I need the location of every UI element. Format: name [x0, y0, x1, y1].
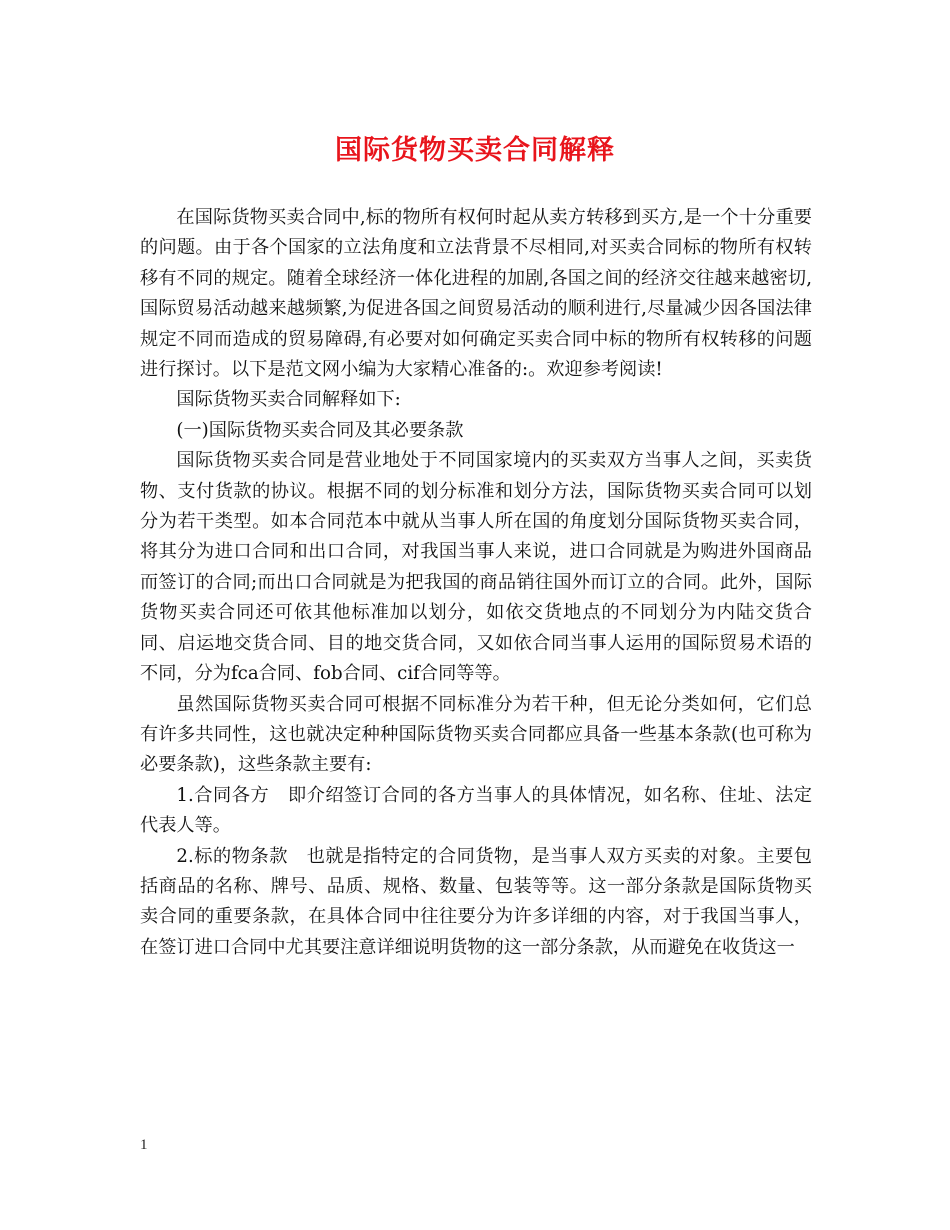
paragraph-definition: 国际货物买卖合同是营业地处于不同国家境内的买卖双方当事人之间，买卖货物、支付货款的协议。根据不同的划分标准和划分方法，国际货物买卖合同可以划分为若干类型。如本合同范本中就从当事人所在国的角度划分国际货物买卖合同，将其分为进口合同和出口合同，对我国当事人来说，进口合同就是为购进外国商品而签订的合同;而出口合同就是为把我国的商品销往国外而订立的合同。此外，国际货物买卖合同还可依其他标准加以划分，如依交货地点的不同划分为内陆交货合同、启运地交货合同、目的地交货合同，又如依合同当事人运用的国际贸易术语的不同，分为fca合同、fob合同、cif合同等等。	[140, 450, 812, 685]
clause-parties: 1.合同各方 即介绍签订合同的各方当事人的具体情况，如名称、住址、法定代表人等。	[140, 784, 812, 837]
document-body	[140, 203, 812, 963]
section-heading: (一)国际货物买卖合同及其必要条款	[176, 419, 464, 441]
document-title: 国际货物买卖合同解释	[335, 135, 615, 166]
paragraph-lead: 国际货物买卖合同解释如下:	[176, 389, 401, 411]
paragraph-common-terms: 虽然国际货物买卖合同可根据不同标准分为若干种，但无论分类如何，它们总有许多共同性，这也就决定种种国际货物买卖合同都应具备一些基本条款(也可称为必要条款)，这些条款主要有:	[140, 693, 812, 776]
clause-subject-matter: 2.标的物条款 也就是指特定的合同货物，是当事人双方买卖的对象。主要包括商品的名称、牌号、品质、规格、数量、包装等等。这一部分条款是国际货物买卖合同的重要条款，在具体合同中往往要分为许多详细的内容，对于我国当事人，在签订进口合同中尤其要注意详细说明货物的这一部分条款，从而避免在收货这一	[140, 845, 812, 958]
page-number: 1	[140, 1137, 148, 1153]
paragraph-intro: 在国际货物买卖合同中,标的物所有权何时起从卖方转移到买方,是一个十分重要的问题。由于各个国家的立法角度和立法背景不尽相同,对买卖合同标的物所有权转移有不同的规定。随着全球经济一体化进程的加剧,各国之间的经济交往越来越密切,国际贸易活动越来越频繁,为促进各国之间贸易活动的顺利进行,尽量减少因各国法律规定不同而造成的贸易障碍,有必要对如何确定买卖合同中标的物所有权转移的问题进行探讨。以下是范文网小编为大家精心准备的:。欢迎参考阅读!	[140, 207, 812, 381]
